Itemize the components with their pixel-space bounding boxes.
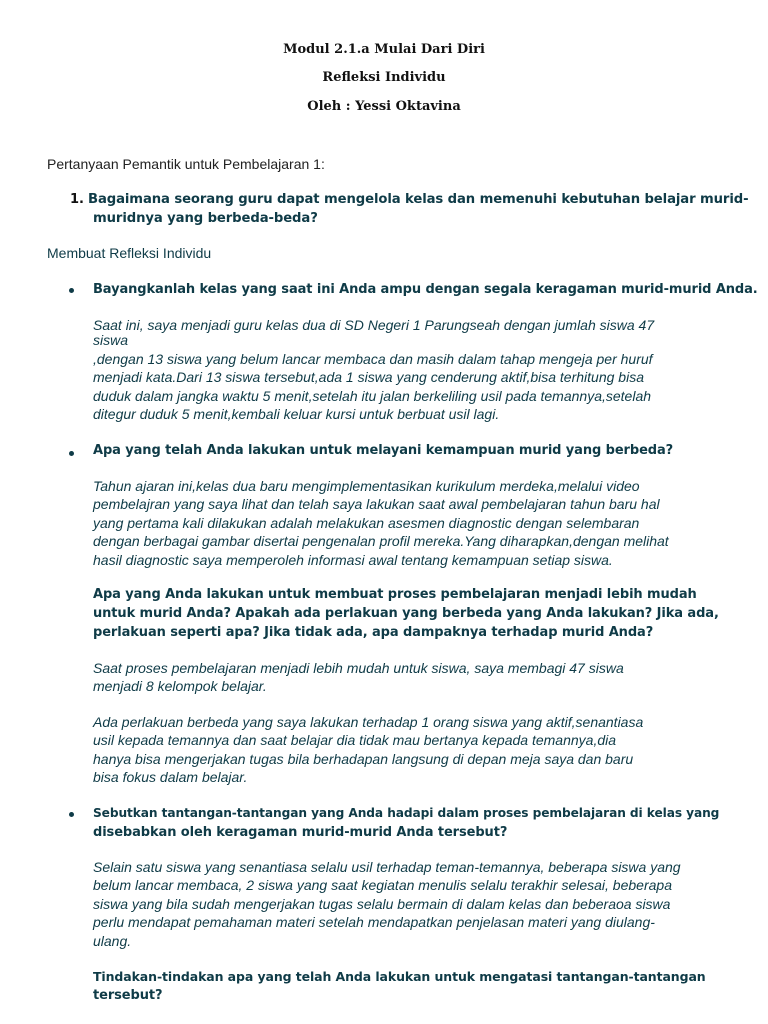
text-line: perlu mendapat pemahaman materi setelah mendapatkan penjelasan materi yang diulang-	[93, 914, 655, 931]
text-line: muridnya yang berbeda-beda?	[93, 211, 318, 226]
bullet-icon	[69, 451, 74, 456]
text-line: perlakuan seperti apa? Jika tidak ada, apa dampaknya terhadap murid Anda?	[93, 625, 654, 640]
text-line: yang pertama kali dilakukan adalah melakukan asesmen diagnostic dengan selembaran	[93, 514, 640, 531]
text-line: untuk murid Anda? Apakah ada perlakuan yang berbeda yang Anda lakukan? Jika ada,	[93, 606, 719, 621]
text-line: belum lancar membaca, 2 siswa yang saat kegiatan menulis selalu terakhir selesai, beberapa	[93, 877, 672, 894]
text-line: bisa fokus dalam belajar.	[93, 769, 248, 786]
author-line: Oleh : Yessi Oktavina	[307, 99, 461, 114]
text-line: usil kepada temannya dan saat belajar dia tidak mau bertanya kepada temannya,dia	[93, 732, 617, 749]
text-line: dengan berbagai gambar disertai pengenalan profil mereka.Yang diharapkan,dengan melihat	[93, 533, 669, 550]
text-line: siswa yang bila sudah mengerjakan tugas selalu bermain di dalam kelas dan beberaoa siswa	[93, 895, 671, 912]
text-line: Ada perlakuan berbeda yang saya lakukan terhadap 1 orang siswa yang aktif,senantiasa	[93, 714, 644, 730]
text-line: tersebut?	[93, 988, 163, 1003]
text-line: Tindakan-tindakan apa yang telah Anda lakukan untuk mengatasi tantangan-tantangan	[93, 969, 706, 984]
reflection-answer-3	[93, 858, 681, 950]
bullet-icon	[69, 812, 74, 817]
text-line: hasil diagnostic saya memperoleh informasi awal tentang kemampuan setiap siswa.	[93, 551, 613, 568]
reflection-answer-2	[93, 477, 669, 569]
text-line: hanya bisa mengerjakan tugas bila berhadapan langsung di depan meja saya dan baru	[93, 750, 634, 767]
text-line: siswa	[93, 332, 129, 349]
text-line: ulang.	[93, 932, 132, 949]
document-subtitle: Refleksi Individu	[322, 70, 446, 85]
section-heading: Membuat Refleksi Individu	[47, 245, 212, 261]
reflection-question-3b	[93, 967, 706, 1005]
text-line: disebabkan oleh keragaman murid-murid Anda tersebut?	[93, 825, 508, 840]
text-line: Saat proses pembelajaran menjadi lebih mudah untuk siswa, saya membagi 47 siswa	[93, 660, 624, 676]
question-number: 1.	[70, 192, 84, 207]
text-line: Sebutkan tantangan-tantangan yang Anda hadapi dalam proses pembelajaran di kelas yang	[93, 806, 720, 820]
reflection-question-2b	[93, 585, 719, 642]
text-line: duduk dalam jangka waktu 5 menit,setelah itu jalan berkeliling usil pada temannya,setelah	[93, 387, 652, 404]
text-line: ditegur duduk 5 menit,kembali keluar kursi untuk berbuat usil lagi.	[93, 406, 500, 423]
reflection-question-2: Apa yang telah Anda lakukan untuk melayani kemampuan murid yang berbeda?	[93, 443, 674, 458]
guiding-question-1	[88, 190, 748, 228]
bullet-icon	[69, 288, 74, 293]
text-line: ,dengan 13 siswa yang belum lancar membaca dan masih dalam tahap mengeja per huruf	[93, 350, 653, 367]
reflection-question-1: Bayangkanlah kelas yang saat ini Anda ampu dengan segala keragaman murid-murid Anda.	[93, 282, 758, 297]
text-line: Tahun ajaran ini,kelas dua baru mengimplementasikan kurikulum merdeka,melalui video	[93, 478, 640, 494]
text-line: Saat ini, saya menjadi guru kelas dua di SD Negeri 1 Parungseah dengan jumlah siswa 47	[93, 317, 655, 333]
reflection-answer-2b	[93, 659, 624, 696]
text-line: menjadi kata.Dari 13 siswa tersebut,ada 1 siswa yang cenderung aktif,bisa terhitung bisa	[93, 369, 644, 386]
reflection-question-3	[93, 804, 719, 842]
text-line: menjadi 8 kelompok belajar.	[93, 678, 267, 695]
text-line: Apa yang Anda lakukan untuk membuat proses pembelajaran menjadi lebih mudah	[93, 587, 697, 602]
text-line: Bagaimana seorang guru dapat mengelola kelas dan memenuhi kebutuhan belajar murid-	[88, 192, 749, 207]
text-line: Selain satu siswa yang senantiasa selalu usil terhadap teman-temannya, beberapa siswa yang	[93, 859, 681, 875]
reflection-answer-1	[93, 316, 654, 423]
guiding-questions-title: Pertanyaan Pemantik untuk Pembelajaran 1:	[47, 156, 325, 172]
module-title: Modul 2.1.a Mulai Dari Diri	[283, 42, 485, 57]
text-line: pembelajran yang saya lihat dan telah saya lakukan saat awal pembelajaran tahun baru hal	[93, 496, 660, 513]
reflection-answer-2c	[93, 713, 643, 787]
